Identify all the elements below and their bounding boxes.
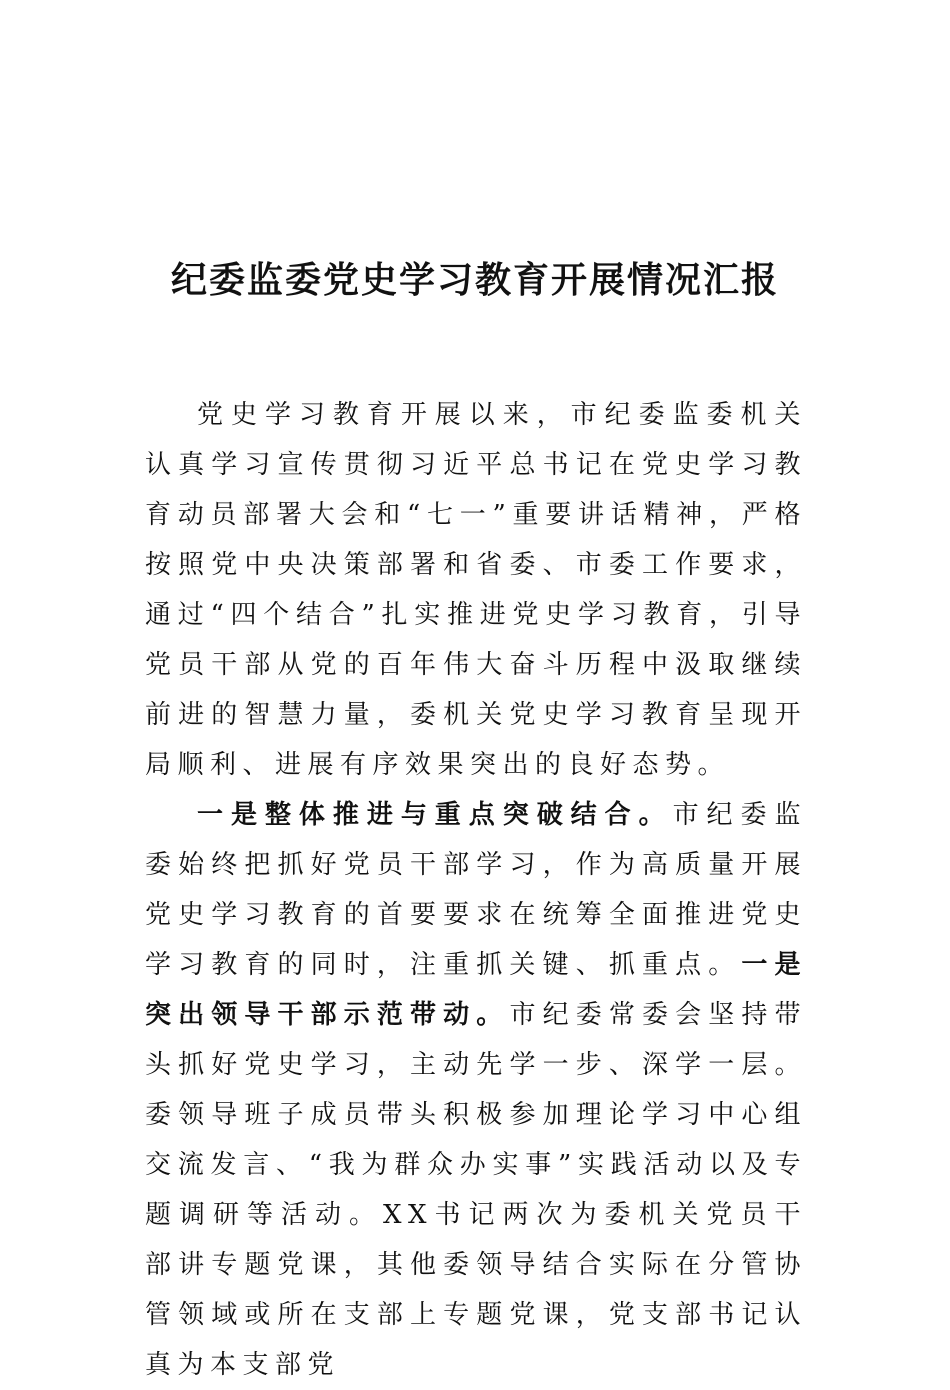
section-heading-bold: 一是整体推进与重点突破结合。 [197, 800, 673, 830]
paragraph-text: 党史学习教育开展以来，市纪委监委机关认真学习宣传贯彻习近平总书记在党史学习教育动员部署大会和“七一”重要讲话精神，严格按照党中央决策部署和省委、市委工作要求，通过“四个结合”扎实推进党史学习教育，引导党员干部从党的百年伟大奋斗历程中汲取继续前进的智慧力量，委机关党史学习教育呈现开局顺利、进展有序效果突出的良好态势。 [145, 400, 807, 780]
paragraph-text: 市纪委监委始终把抓好党员干部学习，作为高质量开展党史学习教育的首要要求在统筹全面推进党史学习教育的同时，注重抓关键、抓重点。 [145, 800, 807, 980]
paragraph-intro [145, 390, 807, 790]
paragraph-text: 市纪委常委会坚持带头抓好党史学习，主动先学一步、深学一层。委领导班子成员带头积极参加理论学习中心组交流发言、“我为群众办实事”实践活动以及专题调研等活动。XX书记两次为委机关党员干部讲专题党课，其他委领导结合实际在分管协管领域或所在支部上专题党课，党支部书记认真为本支部党 [145, 1000, 807, 1380]
subsection-heading-bold: 一是突出领导干部示范带动。 [145, 950, 807, 1030]
document-title: 纪委监委党史学习教育开展情况汇报 [170, 259, 779, 301]
document-body [145, 390, 807, 1390]
paragraph-point-one [145, 790, 807, 1390]
